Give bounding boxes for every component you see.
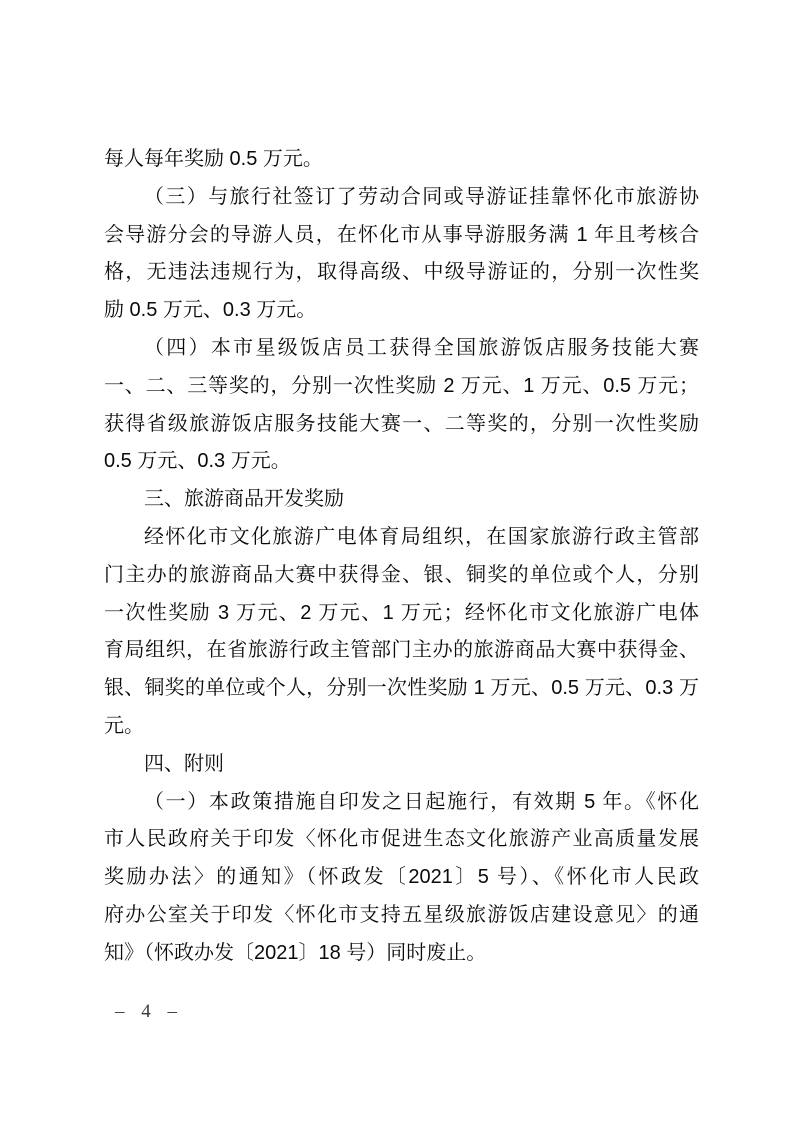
text-line: 门主办的旅游商品大赛中获得金、银、铜奖的单位或个人，分别 bbox=[104, 563, 699, 586]
text-line: 知》（怀政办发〔2021〕18 号）同时废止。 bbox=[104, 941, 487, 964]
text-line: 元。 bbox=[104, 714, 144, 737]
text-line: 每人每年奖励 0.5 万元。 bbox=[104, 148, 323, 170]
section-heading bbox=[104, 746, 699, 784]
paragraph bbox=[104, 179, 699, 330]
text-line: 府办公室关于印发〈怀化市支持五星级旅游饭店建设意见〉的通 bbox=[104, 903, 699, 926]
page-number: – 4 – bbox=[115, 1001, 183, 1022]
text-line: 获得省级旅游饭店服务技能大赛一、二等奖的，分别一次性奖励 bbox=[104, 412, 699, 435]
text-line: （四）本市星级饭店员工获得全国旅游饭店服务技能大赛 bbox=[144, 336, 699, 359]
document-body bbox=[104, 141, 699, 973]
text-line: 三、旅游商品开发奖励 bbox=[144, 488, 344, 511]
text-line: 一、二、三等奖的，分别一次性奖励 2 万元、1 万元、0.5 万元； bbox=[104, 374, 699, 397]
text-line: 奖励办法〉的通知》（怀政发〔2021〕5 号）、《怀化市人民政 bbox=[104, 866, 699, 889]
text-line: 会导游分会的导游人员，在怀化市从事导游服务满 1 年且考核合 bbox=[104, 223, 699, 246]
text-line: 励 0.5 万元、0.3 万元。 bbox=[104, 299, 317, 322]
paragraph bbox=[104, 519, 699, 746]
text-line: 市人民政府关于印发〈怀化市促进生态文化旅游产业高质量发展 bbox=[104, 828, 699, 851]
paragraph bbox=[104, 330, 699, 481]
text-line: 0.5 万元、0.3 万元。 bbox=[104, 450, 291, 473]
text-line: 一次性奖励 3 万元、2 万元、1 万元；经怀化市文化旅游广电体 bbox=[104, 601, 699, 624]
paragraph bbox=[104, 784, 699, 973]
text-line: 四、附则 bbox=[144, 752, 224, 775]
text-line: 育局组织，在省旅游行政主管部门主办的旅游商品大赛中获得金、 bbox=[104, 639, 699, 662]
text-line: 格，无违法违规行为，取得高级、中级导游证的，分别一次性奖 bbox=[104, 261, 699, 284]
text-line: 银、铜奖的单位或个人，分别一次性奖励 1 万元、0.5 万元、0.3 万 bbox=[104, 677, 699, 700]
section-heading bbox=[104, 481, 699, 519]
paragraph bbox=[104, 141, 699, 179]
text-line: （一）本政策措施自印发之日起施行，有效期 5 年。《怀化 bbox=[144, 790, 699, 813]
text-line: 经怀化市文化旅游广电体育局组织，在国家旅游行政主管部 bbox=[144, 525, 699, 548]
text-line: （三）与旅行社签订了劳动合同或导游证挂靠怀化市旅游协 bbox=[144, 185, 699, 208]
